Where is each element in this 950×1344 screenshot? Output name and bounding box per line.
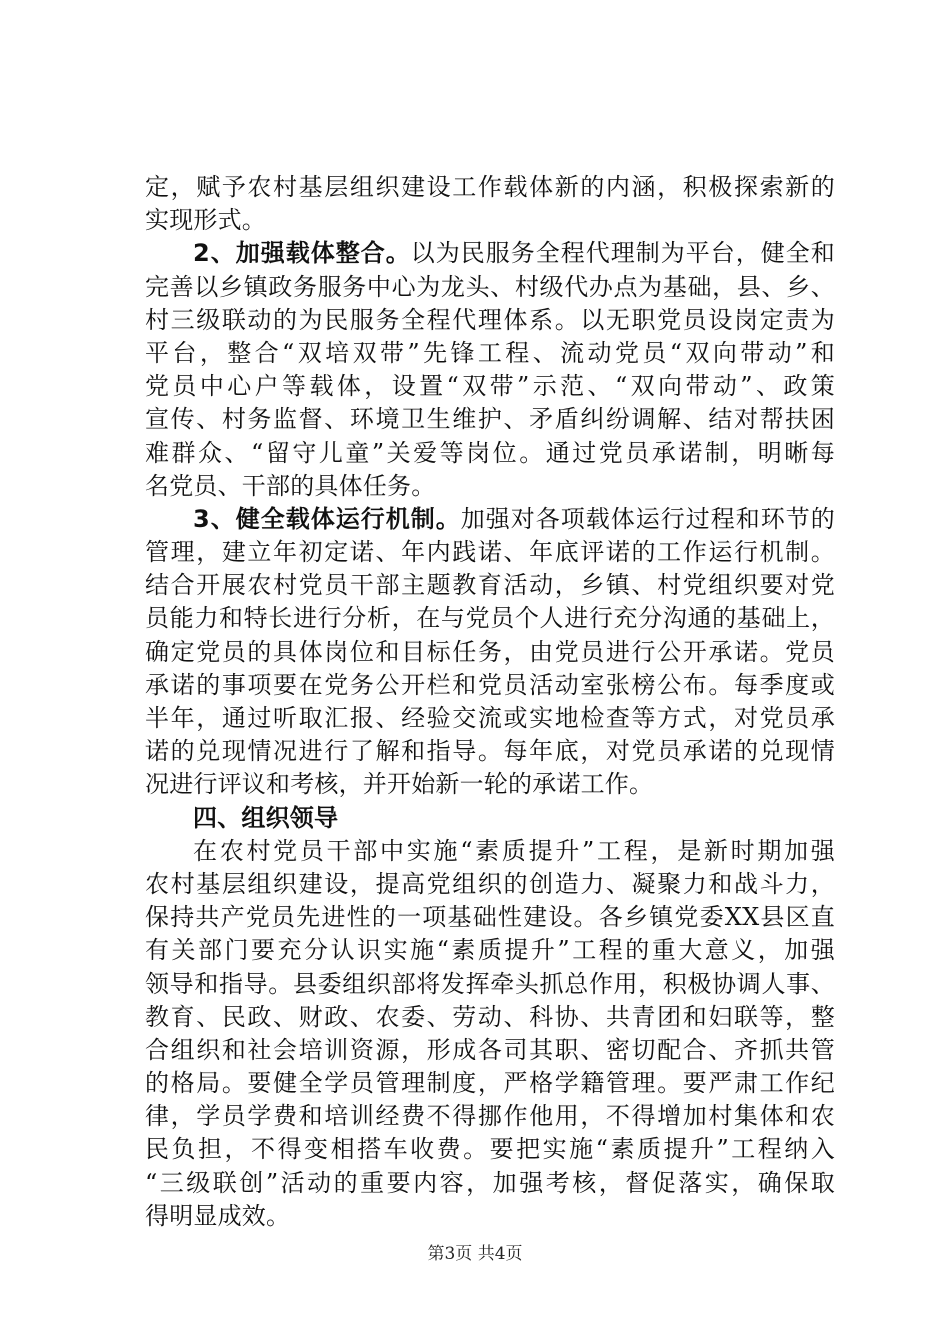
text-line: 确定党员的具体岗位和目标任务，由党员进行公开承诺。党员: [145, 637, 835, 666]
text-line: 平台，整合“双培双带”先锋工程、流动党员“双向带动”和: [145, 338, 835, 367]
text-line: 有关部门要充分认识实施“素质提升”工程的重大意义，加强: [145, 936, 835, 965]
text-line: 的格局。要健全学员管理制度，严格学籍管理。要严肃工作纪: [145, 1069, 835, 1098]
text-line: 半年，通过听取汇报、经验交流或实地检查等方式，对党员承: [145, 704, 835, 732]
paragraph-start: [145, 237, 835, 270]
paragraph-start: 在农村党员干部中实施“素质提升”工程，是新时期加强: [193, 836, 835, 865]
section-subheading: 3、健全载体运行机制。: [193, 504, 461, 533]
text-span: 以为民服务全程代理制为平台，健全和: [410, 239, 835, 268]
text-line: 结合开展农村党员干部主题教育活动，乡镇、村党组织要对党: [145, 571, 835, 600]
text-line: 村三级联动的为民服务全程代理体系。以无职党员设岗定责为: [145, 305, 835, 334]
text-line: 宣传、村务监督、环境卫生维护、矛盾纠纷调解、结对帮扶困: [145, 405, 835, 434]
text-line: 律，学员学费和培训经费不得挪作他用，不得增加村集体和农: [145, 1102, 835, 1131]
paragraph-start: [145, 503, 835, 536]
page-number-footer: 第3页 共4页: [427, 1244, 523, 1264]
text-line: 教育、民政、财政、农委、劳动、科协、共青团和妇联等，整: [145, 1002, 835, 1031]
text-line: 承诺的事项要在党务公开栏和党员活动室张榜公布。每季度或: [145, 670, 835, 699]
text-line: 农村基层组织建设，提高党组织的创造力、凝聚力和战斗力，: [145, 869, 835, 898]
text-line: 管理，建立年初定诺、年内践诺、年底评诺的工作运行机制。: [145, 538, 835, 567]
text-line: 完善以乡镇政务服务中心为龙头、村级代办点为基础，县、乡、: [145, 272, 835, 301]
section-heading: 四、组织领导: [193, 803, 339, 832]
text-line: 定，赋予农村基层组织建设工作载体新的内涵，积极探索新的: [145, 173, 835, 201]
text-line: 员能力和特长进行分析，在与党员个人进行充分沟通的基础上，: [145, 604, 835, 633]
text-line: 难群众、“留守儿童”关爱等岗位。通过党员承诺制，明晰每: [145, 438, 835, 467]
section-subheading: 2、加强载体整合。: [193, 239, 411, 268]
text-line: “三级联创”活动的重要内容，加强考核，督促落实，确保取: [145, 1168, 835, 1197]
text-line: 党员中心户等载体，设置“双带”示范、“双向带动”、政策: [145, 372, 835, 401]
document-body: [145, 171, 835, 1233]
text-line: 保持共产党员先进性的一项基础性建设。各乡镇党委XX县区直: [145, 903, 835, 932]
text-line: 得明显成效。: [145, 1201, 291, 1230]
text-line: 诺的兑现情况进行了解和指导。每年底，对党员承诺的兑现情: [145, 737, 835, 766]
text-span: 加强对各项载体运行过程和环节的: [460, 504, 835, 533]
text-line: 民负担，不得变相搭车收费。要把实施“素质提升”工程纳入: [145, 1135, 835, 1164]
text-line: 况进行评议和考核，并开始新一轮的承诺工作。: [145, 770, 654, 799]
text-line: 名党员、干部的具体任务。: [145, 471, 436, 500]
text-line: 领导和指导。县委组织部将发挥牵头抓总作用，积极协调人事、: [145, 969, 835, 998]
text-line: 实现形式。: [145, 206, 266, 235]
text-line: 合组织和社会培训资源，形成各司其职、密切配合、齐抓共管: [145, 1035, 835, 1064]
